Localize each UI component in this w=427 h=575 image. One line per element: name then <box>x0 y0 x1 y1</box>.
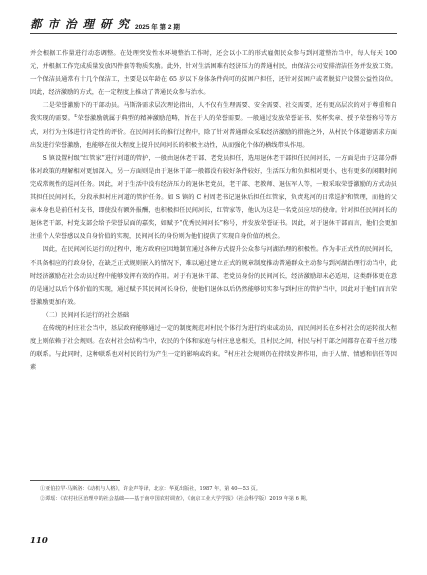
footnote-1: ①亚伯拉罕·马斯洛：《动机与人格》，许金声等译，北京：华夏出版社，1987 年，第 40—53 页。 <box>40 486 261 492</box>
footnote-marker-2: ② <box>224 349 228 355</box>
paragraph-5: 在传统的村庄社会当中，基层政府能够通过一定的制度规范对村民个体行为进行约束或动员，而民间河长在乡村社会的运转很大程度上则依赖于社会规则。在农村社会结构当中，农民的个体和家庭与村庄息息相关，且村民之间，村民与村干部之间都存在着千丝万缕的联系。与此同时，这种联系也对村民的行为产生一定的影响或约束。②村庄社会规则仍在持续发挥作用，由于人情、情感和信任等因素 <box>30 324 397 372</box>
header-rule <box>30 33 397 34</box>
article-body <box>30 47 397 374</box>
footnote-rule <box>30 480 120 481</box>
section-heading: （二）民间河长运行的社会基础 <box>42 311 130 319</box>
journal-name: 都 市 治 理 研 究 <box>30 17 131 31</box>
running-header <box>30 10 397 32</box>
paragraph-4: 因此，在民间河长运行的过程中，地方政府应因地制宜通过各种方式提升公众参与河湖治理的积极性。作为非正式性的民间河长，不具备相应的行政身份，在缺乏正式规则嵌入的情况下，难以通过建立正式的规章制度推动普通群众主动参与到河湖治理行动当中，此时经济激励在社会动员过程中能够发挥有效的作用。对于有退休干部、老党员身份的民间河长，经济激励却未必适用，这类群体更在意的是通过以后个体价值的实现，通过赋予其民间河长身份，使他们退休以后仍然能够切实参与到村庄的管护当中，因此对于他们而言荣誉激励更加有效。 <box>30 246 397 306</box>
issue-label: 2025 年 第 2 期 <box>135 24 180 31</box>
footnote-marker-1: ① <box>73 113 78 119</box>
page-number: 110 <box>30 536 48 546</box>
footnotes <box>30 485 397 504</box>
paragraph-1: 并会根据工作量进行动态调整。在处理突发性水环境整治工作时，还会以小工的形式雇佣民众参与到河道整治当中，每人每天 100 元，并根据工作完成质量发放四件套等物质奖励。此外，针对生活困难有经济压力的普通村民，由保洁公司安排清洁任务并发放工资。一个保洁员通常有十几个保洁工，主要是以年龄在 65 岁以下身体条件尚可的贫困户担任，还针对贫困户或者脱贫户设置公益性岗位。因此，经济激励的方式，在一定程度上推动了普通民众参与治水。 <box>30 50 397 97</box>
footnote-2: ②谭瑶：《农村社区治理中的社会基础——基于南中国农村调查》，《南京工业大学学报》（社会科学版）2019 年第 6 期。 <box>40 495 311 502</box>
paragraph-3: S 镇设置村级“红管家”进行河道的管护，一般由退休老干部、老党员担任，选用退休老干部担任民间河长，一方面是由于这部分群体对政策的理解相对更加深入，另一方面则是由于退休干部一般都没有较好条件较好，生活压力和负担相对更小，也有更多的闲暇时间完成常规性的巡河任务。因此，对于生活中没有经济压力的退休老党员，老干部、老教师、退伍军人等，一般采取荣誉激励的方式动员其担任民间河长，分段承担村庄河道的管护任务。如 S 镇的 C 村周老书记退休后担任红管家，负责兆河的日常巡护和管理，而他的父亲本身也是前任村支书，即使没有额外报酬，也积极担任民间河长，红管家等，他认为这是一名党员应尽的使命。针对担任民间河长的退休老干部，村党支部会给予荣誉层面的嘉奖，如赋予“优秀民间河长”称号，并发放荣誉证书。因此，对于退休干部而言，他们会更加注重个人荣誉感以及自身价值的实现，民间河长的身份则为他们提供了实现自身价值的机会。 <box>30 154 397 241</box>
paragraph-2: 二是荣誉激励下的干部动员。马斯洛需求层次理论指出，人不仅有生理需要、安全需要、社交需要，还有更高层次的对于尊重和自我实现的需要。①荣誉激励就属于典型的精神激励范畴，旨在于人的荣誉需要。一般通过发放荣誉证书、奖杯奖章、授予荣誉称号等方式，对行为主体进行肯定性的评价。在民间河长的推行过程中，除了针对普通群众采取经济激励的措施之外，从村民个体道德需求方面出发进行荣誉激励，也能够在很大程度上提升民间河长的积极主动性，从而强化个体的横线带头作用。 <box>30 102 397 149</box>
